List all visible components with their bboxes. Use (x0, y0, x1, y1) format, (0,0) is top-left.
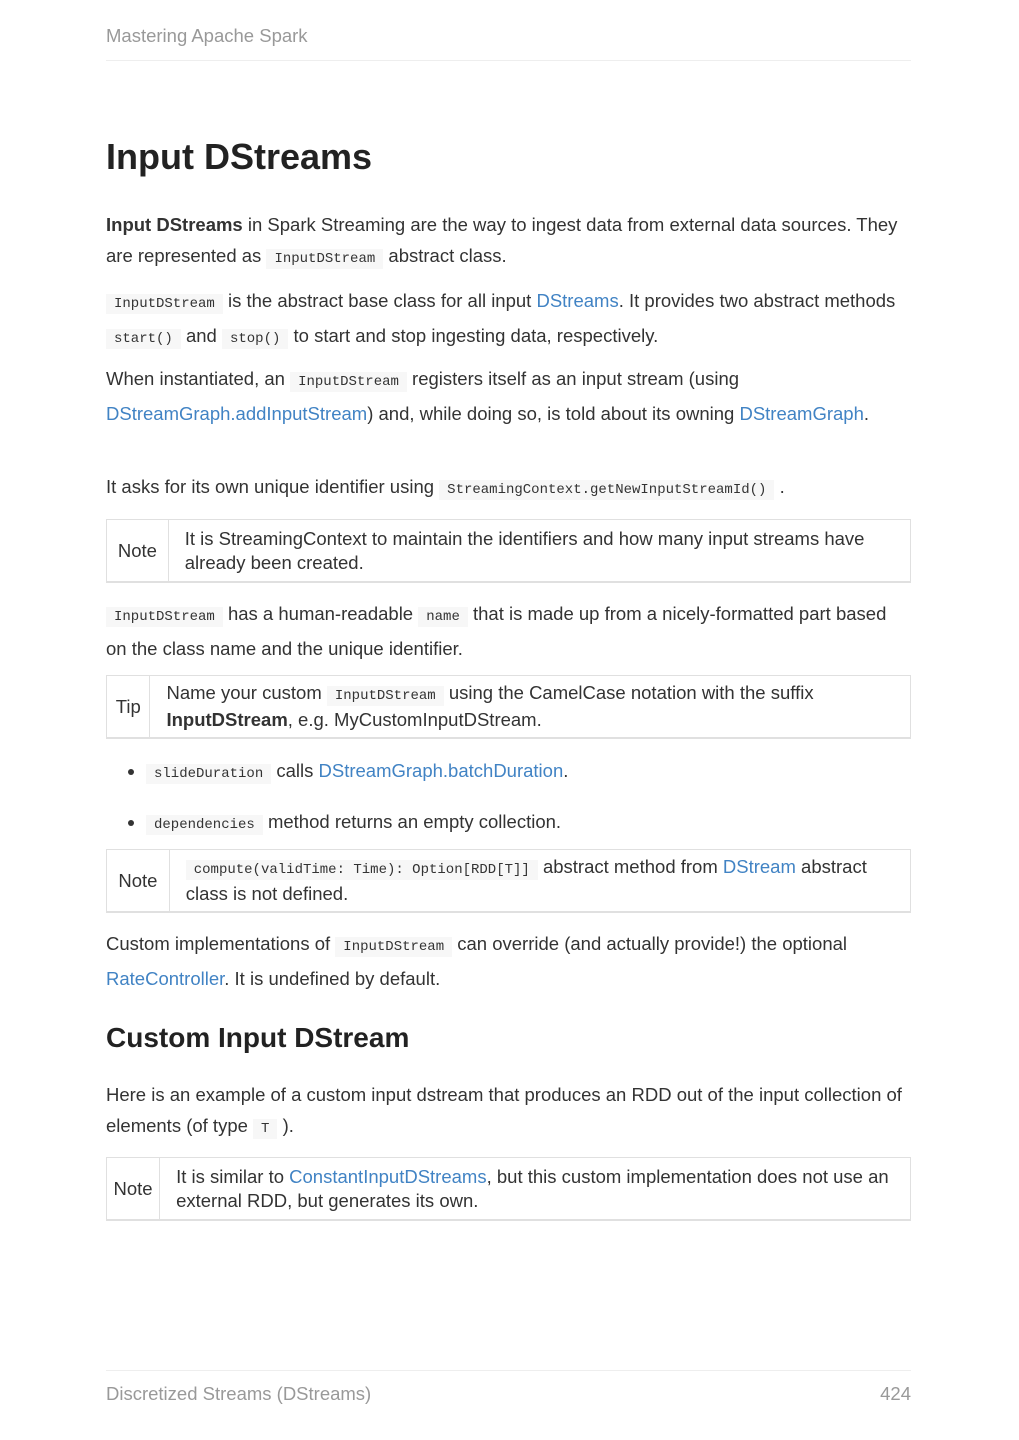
section-heading: Custom Input DStream (106, 1022, 410, 1053)
paragraph-intro (106, 209, 911, 275)
link-dstream[interactable]: DStream (722, 856, 796, 877)
paragraph-custom-impl (106, 928, 911, 994)
bold-term: Input DStreams (106, 214, 243, 235)
list-item (146, 806, 911, 841)
code: StreamingContext.getNewInputStreamId() (439, 480, 774, 500)
text: ) and, while doing so, is told about its owning (367, 403, 740, 424)
link-batch-duration[interactable]: DStreamGraph.batchDuration (318, 760, 564, 781)
note-text (160, 1158, 910, 1219)
text: . (774, 476, 785, 497)
note-text: It is StreamingContext to maintain the identifiers and how many input streams have already been created. (184, 527, 865, 573)
code: InputDStream (106, 294, 223, 314)
note-label: Note (107, 850, 170, 911)
text: abstract class is not defined. (185, 856, 867, 904)
running-footer (106, 1383, 911, 1405)
link-add-input-stream[interactable]: DStreamGraph.addInputStream (106, 403, 368, 424)
text: and (180, 325, 222, 346)
tip-box (106, 675, 911, 739)
code: name (418, 607, 468, 627)
text: using the CamelCase notation with the suffix (443, 682, 814, 703)
text: calls (271, 760, 319, 781)
note-text (170, 850, 910, 911)
code: InputDStream (290, 372, 407, 392)
bullet-list (106, 755, 911, 857)
text: can override (and actually provide!) the optional (452, 933, 848, 954)
page-number: 424 (880, 1383, 911, 1404)
text: Custom implementations of (106, 933, 336, 954)
running-header: Mastering Apache Spark (106, 25, 308, 46)
paragraph-base-class (106, 285, 911, 355)
text: It is similar to (176, 1165, 290, 1187)
paragraph-name (106, 598, 911, 664)
text: has a human-readable (222, 603, 419, 624)
link-dstreams[interactable]: DStreams (536, 290, 619, 311)
text: , but this custom implementation does not use an external RDD, but generates its own. (176, 1165, 889, 1211)
note-label: Note (107, 520, 169, 581)
code: compute(validTime: Time): Option[RDD[T]] (186, 860, 538, 880)
text: Name your custom (166, 682, 327, 703)
footer-chapter: Discretized Streams (DStreams) (106, 1383, 372, 1404)
text: abstract method from (537, 856, 723, 877)
text: registers itself as an input stream (using (406, 368, 740, 389)
list-item (146, 755, 911, 790)
note-box (106, 1157, 911, 1221)
text: When instantiated, an (106, 368, 291, 389)
code: InputDStream (335, 937, 452, 957)
text: is the abstract base class for all input (222, 290, 537, 311)
text: abstract class. (383, 245, 507, 266)
header-divider (106, 60, 911, 61)
paragraph-instantiation (106, 363, 911, 429)
code: start() (106, 329, 181, 349)
code: stop() (222, 329, 288, 349)
code: InputDStream (266, 249, 383, 269)
note-label: Note (107, 1158, 160, 1219)
text: Here is an example of a custom input dstream that produces an RDD out of the input collection of elements (of type (106, 1084, 902, 1136)
text: in Spark Streaming are the way to ingest data from external data sources. They are represented as (106, 214, 898, 266)
link-dstreamgraph[interactable]: DStreamGraph (739, 403, 864, 424)
text: method returns an empty collection. (262, 811, 562, 832)
link-rate-controller[interactable]: RateController (106, 968, 225, 989)
footer-divider (106, 1370, 911, 1371)
text: . It is undefined by default. (224, 968, 441, 989)
note-box (106, 519, 911, 583)
paragraph-example (106, 1079, 911, 1145)
code: InputDStream (106, 607, 223, 627)
tip-text (150, 676, 910, 737)
text: ). (277, 1115, 294, 1136)
text: It asks for its own unique identifier using (106, 476, 440, 497)
tip-label: Tip (107, 676, 150, 737)
text: to start and stop ingesting data, respectively. (288, 325, 659, 346)
page-title: Input DStreams (106, 136, 373, 177)
text: . (863, 403, 870, 424)
code: InputDStream (327, 686, 444, 706)
link-constant-input-dstreams[interactable]: ConstantInputDStreams (289, 1165, 487, 1187)
text: . It provides two abstract methods (618, 290, 896, 311)
note-box (106, 849, 911, 913)
paragraph-identifier (106, 471, 911, 506)
text: . (563, 760, 569, 781)
code: dependencies (146, 815, 263, 835)
text: that is made up from a nicely-formatted part based on the class name and the unique identifier. (106, 603, 887, 659)
bold-term: InputDStream (166, 709, 288, 730)
text: , e.g. MyCustomInputDStream. (287, 709, 542, 730)
code: T (253, 1119, 277, 1139)
code: slideDuration (146, 764, 271, 784)
